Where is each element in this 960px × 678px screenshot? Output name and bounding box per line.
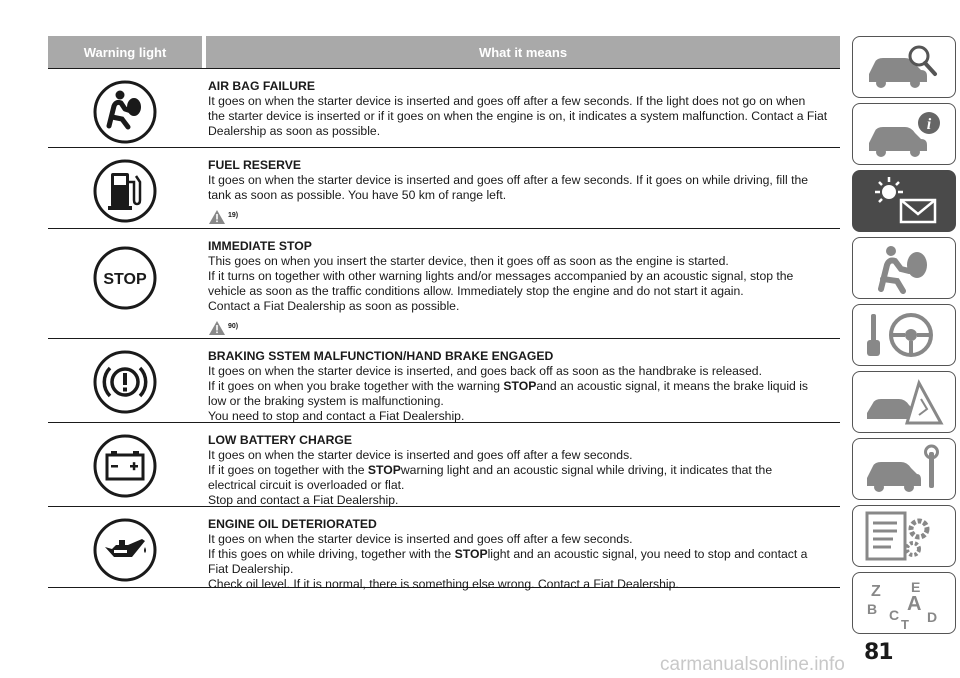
tab-car-info[interactable] — [852, 103, 956, 165]
row-text: Stop and contact a Fiat Dealership. — [208, 493, 399, 507]
stop-keyword: STOP — [367, 463, 401, 477]
chapter-tabs — [852, 36, 956, 639]
table-row — [48, 229, 840, 339]
stop-keyword: STOP — [503, 379, 537, 393]
airbag-passenger-icon — [861, 241, 947, 295]
row-text: It goes on when the starter device is inserted and goes off after a few seconds. If the light does not go on when — [208, 94, 806, 108]
alphabet-index-icon — [861, 576, 947, 630]
specs-gears-icon — [861, 509, 947, 563]
fuel-pump-icon — [92, 158, 158, 224]
warning-note — [208, 318, 840, 336]
row-text — [208, 379, 840, 394]
row-text-part: light and an acoustic signal, you need to stop and contact a — [487, 547, 808, 561]
tab-technical-data[interactable] — [852, 505, 956, 567]
car-accident-icon — [861, 375, 947, 429]
tab-warning-lights[interactable] — [852, 170, 956, 232]
tab-index[interactable] — [852, 572, 956, 634]
index-letter: C — [889, 607, 900, 623]
header-warning-light: Warning light — [83, 44, 167, 60]
row-text: the starter device is inserted or if it goes on when the engine is on, it indicates a system malfunction. Contact a Fiat — [208, 109, 828, 123]
airbag-failure-icon — [92, 79, 158, 145]
oil-can-icon — [92, 517, 158, 583]
header-what-it-means: What it means — [478, 44, 568, 60]
svg-text:i: i — [926, 116, 932, 133]
row-title: IMMEDIATE STOP — [208, 239, 312, 253]
row-title: LOW BATTERY CHARGE — [208, 433, 352, 447]
warning-light-message-icon — [861, 174, 947, 228]
tab-car-search[interactable] — [852, 36, 956, 98]
row-text: It goes on when the starter device is inserted and goes off after a few seconds. — [208, 532, 633, 546]
caution-triangle-icon — [208, 209, 226, 225]
warning-note — [208, 207, 840, 225]
row-text-part: warning light and an acoustic signal while driving, it indicates that the — [400, 463, 773, 477]
table-row — [48, 507, 840, 591]
tab-starting-driving[interactable] — [852, 304, 956, 366]
stop-keyword: STOP — [454, 547, 488, 561]
row-text: Dealership as soon as possible. — [208, 124, 381, 138]
row-text-part: and an acoustic signal, it means the brake liquid is — [536, 379, 809, 393]
table-row — [48, 148, 840, 229]
note-reference: 90) — [228, 323, 239, 330]
caution-triangle-icon — [208, 320, 226, 336]
car-wrench-icon — [861, 442, 947, 496]
car-search-icon — [861, 40, 947, 94]
stop-icon — [92, 245, 158, 311]
row-text: Check oil level. If it is normal, there is something else wrong. Contact a Fiat Dealership. — [208, 577, 679, 591]
row-title: BRAKING SSTEM MALFUNCTION/HAND BRAKE ENGAGED — [208, 349, 554, 363]
key-steering-wheel-icon — [861, 308, 947, 362]
warning-lights-table — [48, 36, 840, 591]
row-text: It goes on when the starter device is inserted and goes off after a few seconds. — [208, 448, 633, 462]
car-info-icon — [861, 107, 947, 161]
battery-icon — [92, 433, 158, 499]
row-text: If it turns on together with other warning lights and/or messages accompanied by an acoustic signal, stop the — [208, 269, 794, 283]
row-text: electrical circuit is overloaded or flat. — [208, 478, 405, 492]
row-text: low or the braking system is malfunctioning. — [208, 394, 444, 408]
brake-warning-icon — [92, 349, 158, 415]
row-text — [208, 463, 840, 478]
row-text: It goes on when the starter device is inserted and goes off after a few seconds. If it goes on while driving, fill the — [208, 173, 809, 187]
table-row — [48, 339, 840, 423]
row-text-part: If this goes on while driving, together with the — [208, 547, 455, 561]
table-header — [48, 36, 840, 68]
row-text: tank as soon as possible. You have 50 km of range left. — [208, 188, 507, 202]
index-letter: E — [911, 579, 921, 595]
tab-safety[interactable] — [852, 237, 956, 299]
row-text — [208, 547, 840, 562]
row-text: It goes on when the starter device is inserted, and goes back off as soon as the handbrake is released. — [208, 364, 762, 378]
row-text: You need to stop and contact a Fiat Dealership. — [208, 409, 465, 423]
watermark: carmanualsonline.info — [660, 654, 845, 675]
row-title: FUEL RESERVE — [208, 158, 302, 172]
row-text: Fiat Dealership. — [208, 562, 294, 576]
stop-label: STOP — [103, 271, 147, 288]
row-title: ENGINE OIL DETERIORATED — [208, 517, 377, 531]
table-row — [48, 423, 840, 507]
index-letter: A — [907, 593, 922, 615]
tab-maintenance[interactable] — [852, 438, 956, 500]
row-text: This goes on when you insert the starter device, then it goes off as soon as the engine is started. — [208, 254, 729, 268]
tab-emergency[interactable] — [852, 371, 956, 433]
row-text-part: If it goes on together with the — [208, 463, 368, 477]
row-text: Contact a Fiat Dealership as soon as possible. — [208, 299, 460, 313]
index-letter: B — [867, 601, 878, 617]
index-letter: Z — [871, 583, 881, 600]
table-row — [48, 68, 840, 148]
page-number: 81 — [864, 640, 893, 665]
note-reference: 19) — [228, 212, 239, 219]
row-text-part: If it goes on when you brake together with the warning — [208, 379, 504, 393]
row-title: AIR BAG FAILURE — [208, 79, 315, 93]
index-letter: D — [927, 609, 938, 625]
row-text: vehicle as soon as the traffic conditions allow. Immediately stop the engine and do not start it again. — [208, 284, 744, 298]
index-letter: T — [901, 617, 909, 630]
